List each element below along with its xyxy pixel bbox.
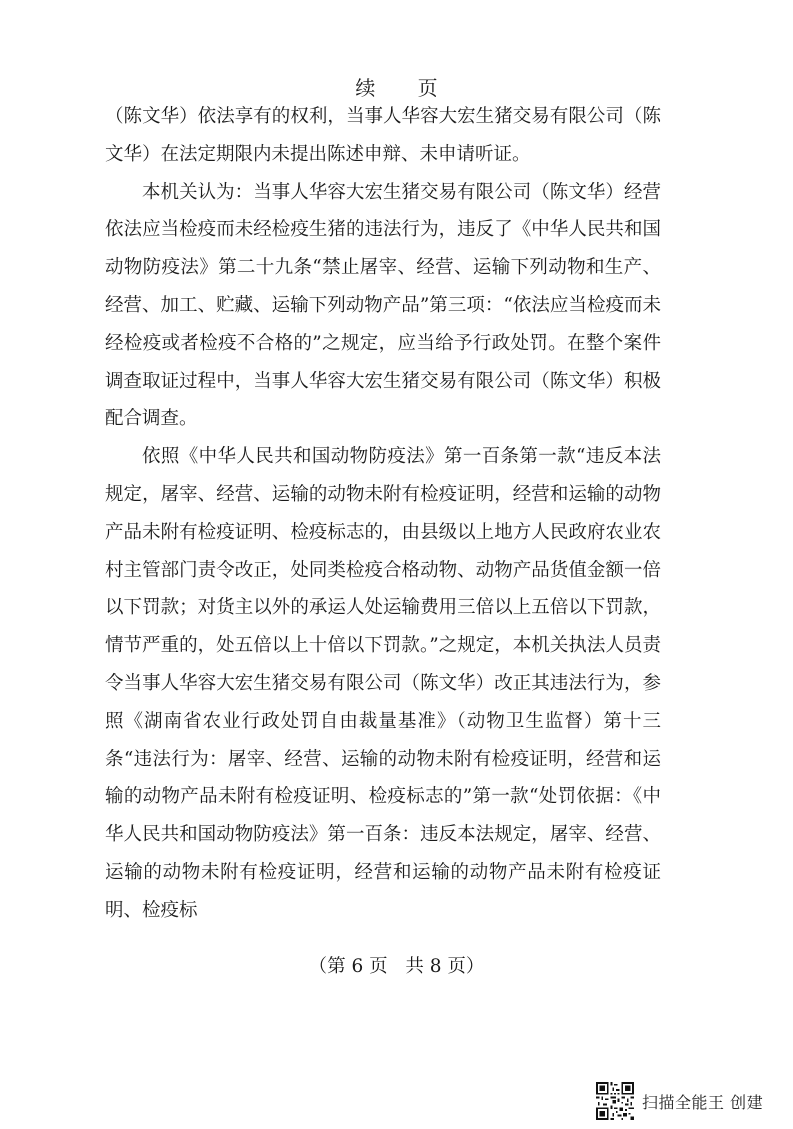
document-body [105, 98, 661, 930]
watermark-label: 扫描全能王 创建 [642, 1092, 764, 1112]
scanner-watermark [596, 1073, 763, 1129]
paragraph-finding: 本机关认为：当事人华容大宏生猪交易有限公司（陈文华）经营依法应当检疫而未经检疫生猪的违法行为，违反了《中华人民共和国动物防疫法》第二十九条“禁止屠宰、经营、运输下列动物和生产、经营、加工、贮藏、运输下列动物产品”第三项：“依法应当检疫而未经检疫或者检疫不合格的”之规定，应当给予行政处罚。在整个案件调查取证过程中，当事人华容大宏生猪交易有限公司（陈文华）积极配合调查。 [105, 181, 661, 430]
page-header-title: 续 页 [355, 76, 456, 100]
page-number-footer: （第 6 页 共 8 页） [308, 956, 485, 977]
paragraph-continuation: （陈文华）依法享有的权利，当事人华容大宏生猪交易有限公司（陈文华）在法定期限内未提出陈述申辩、未申请听证。 [105, 106, 661, 165]
qr-code-icon [596, 1082, 634, 1120]
paragraph-legal-basis: 依照《中华人民共和国动物防疫法》第一百条第一款“违反本法规定，屠宰、经营、运输的动物未附有检疫证明，经营和运输的动物产品未附有检疫证明、检疫标志的，由县级以上地方人民政府农业农村主管部门责令改正，处同类检疫合格动物、动物产品货值金额一倍以下罚款；对货主以外的承运人处运输费用三倍以上五倍以下罚款，情节严重的，处五倍以上十倍以下罚款。”之规定，本机关执法人员责令当事人华容大宏生猪交易有限公司（陈文华）改正其违法行为，参照《湖南省农业行政处罚自由裁量基准》（动物卫生监督）第十三条“违法行为：屠宰、经营、运输的动物未附有检疫证明，经营和运输的动物产品未附有检疫证明、检疫标志的”第一款“处罚依据：《中华人民共和国动物防疫法》第一百条：违反本法规定，屠宰、经营、运输的动物未附有检疫证明，经营和运输的动物产品未附有检疫证明、检疫标 [105, 446, 661, 921]
